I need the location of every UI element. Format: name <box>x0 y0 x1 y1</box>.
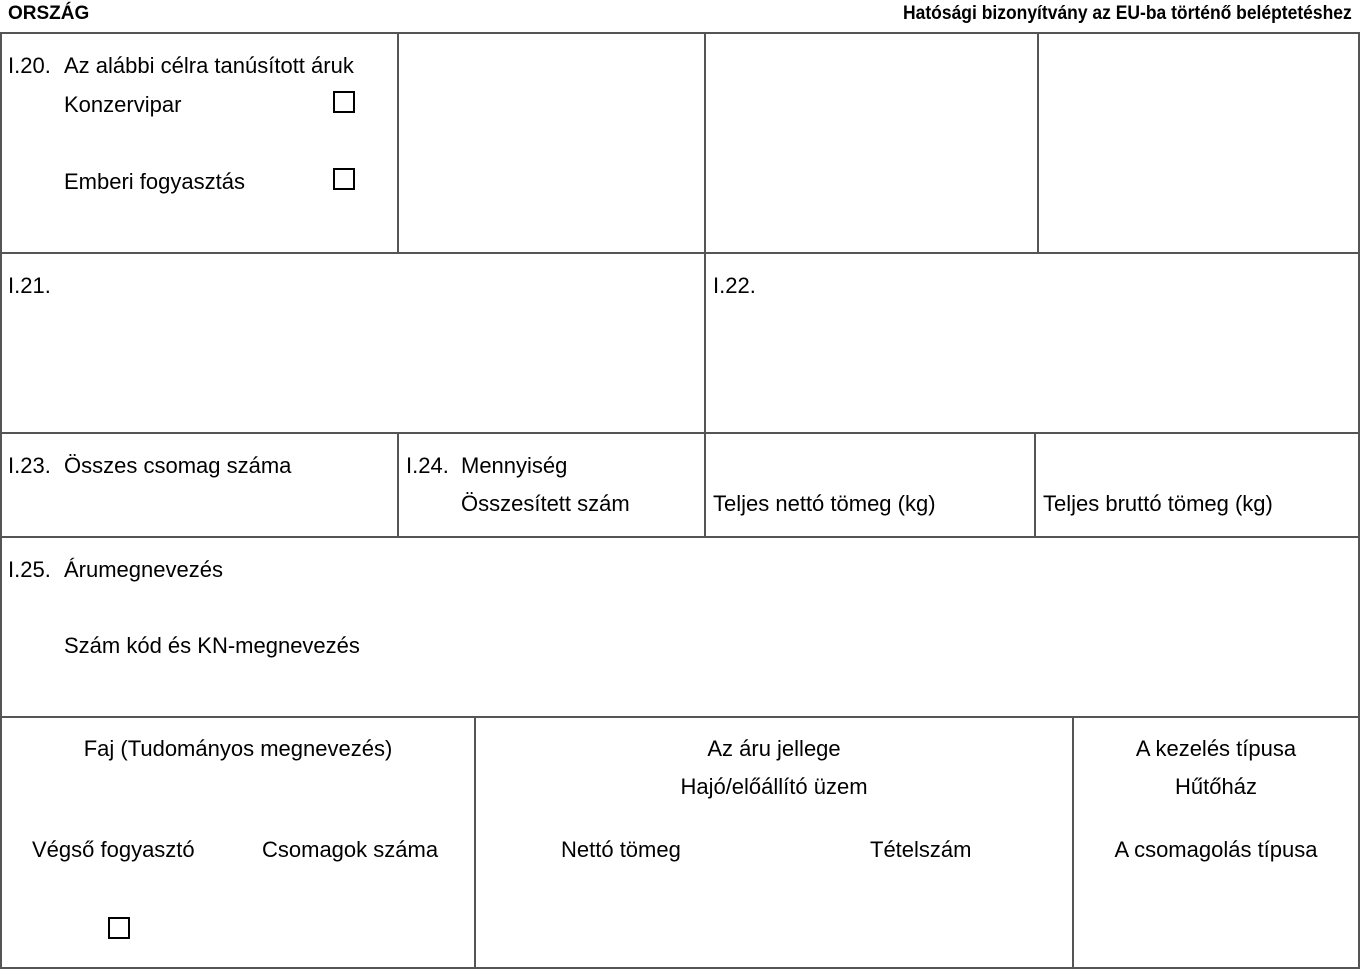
net-weight-label: Nettó tömeg <box>561 837 681 862</box>
divider <box>0 32 1360 34</box>
plant-label: Hajó/előállító üzem <box>680 774 868 799</box>
divider <box>1072 716 1074 969</box>
box-i20-label: Az alábbi célra tanúsított áruk <box>64 53 354 78</box>
species-label: Faj (Tudományos megnevezés) <box>83 736 393 761</box>
total-gross-weight-label: Teljes bruttó tömeg (kg) <box>1043 491 1273 516</box>
final-consumer-label: Végső fogyasztó <box>32 837 195 862</box>
box-i20-number: I.20. <box>8 53 51 78</box>
document-title: Hatósági bizonyítvány az EU-ba történő beléptetéshez <box>903 3 1352 24</box>
total-number-label: Összesített szám <box>461 491 630 516</box>
packaging-type-label: A csomagolás típusa <box>1114 837 1318 862</box>
box-i24-label: Mennyiség <box>461 453 568 478</box>
divider <box>1034 432 1036 537</box>
box-i23-label: Összes csomag száma <box>64 453 292 478</box>
box-i22-number: I.22. <box>713 273 756 298</box>
cold-store-label: Hűtőház <box>1175 774 1257 799</box>
canning-checkbox[interactable] <box>333 91 355 113</box>
box-i21-number: I.21. <box>8 273 51 298</box>
box-i24-number: I.24. <box>406 453 449 478</box>
cn-code-label: Szám kód és KN-megnevezés <box>64 633 360 658</box>
divider <box>1037 32 1039 253</box>
box-i25-label: Árumegnevezés <box>64 557 223 582</box>
divider <box>0 536 1360 538</box>
divider <box>0 32 2 969</box>
divider <box>474 716 476 969</box>
option-human-consumption-label: Emberi fogyasztás <box>64 169 245 194</box>
divider <box>704 32 706 537</box>
box-i25-number: I.25. <box>8 557 51 582</box>
total-net-weight-label: Teljes nettó tömeg (kg) <box>713 491 936 516</box>
divider <box>0 252 1360 254</box>
lot-number-label: Tételszám <box>870 837 972 862</box>
divider <box>397 32 399 253</box>
treatment-label: A kezelés típusa <box>1135 736 1297 761</box>
box-i23-number: I.23. <box>8 453 51 478</box>
option-canning-label: Konzervipar <box>64 92 182 117</box>
divider <box>0 432 1360 434</box>
nature-label: Az áru jellege <box>707 736 841 761</box>
final-consumer-checkbox[interactable] <box>108 917 130 939</box>
country-label: ORSZÁG <box>8 3 90 24</box>
divider <box>0 716 1360 718</box>
packages-label: Csomagok száma <box>262 837 439 862</box>
human-consumption-checkbox[interactable] <box>333 168 355 190</box>
divider <box>397 432 399 537</box>
